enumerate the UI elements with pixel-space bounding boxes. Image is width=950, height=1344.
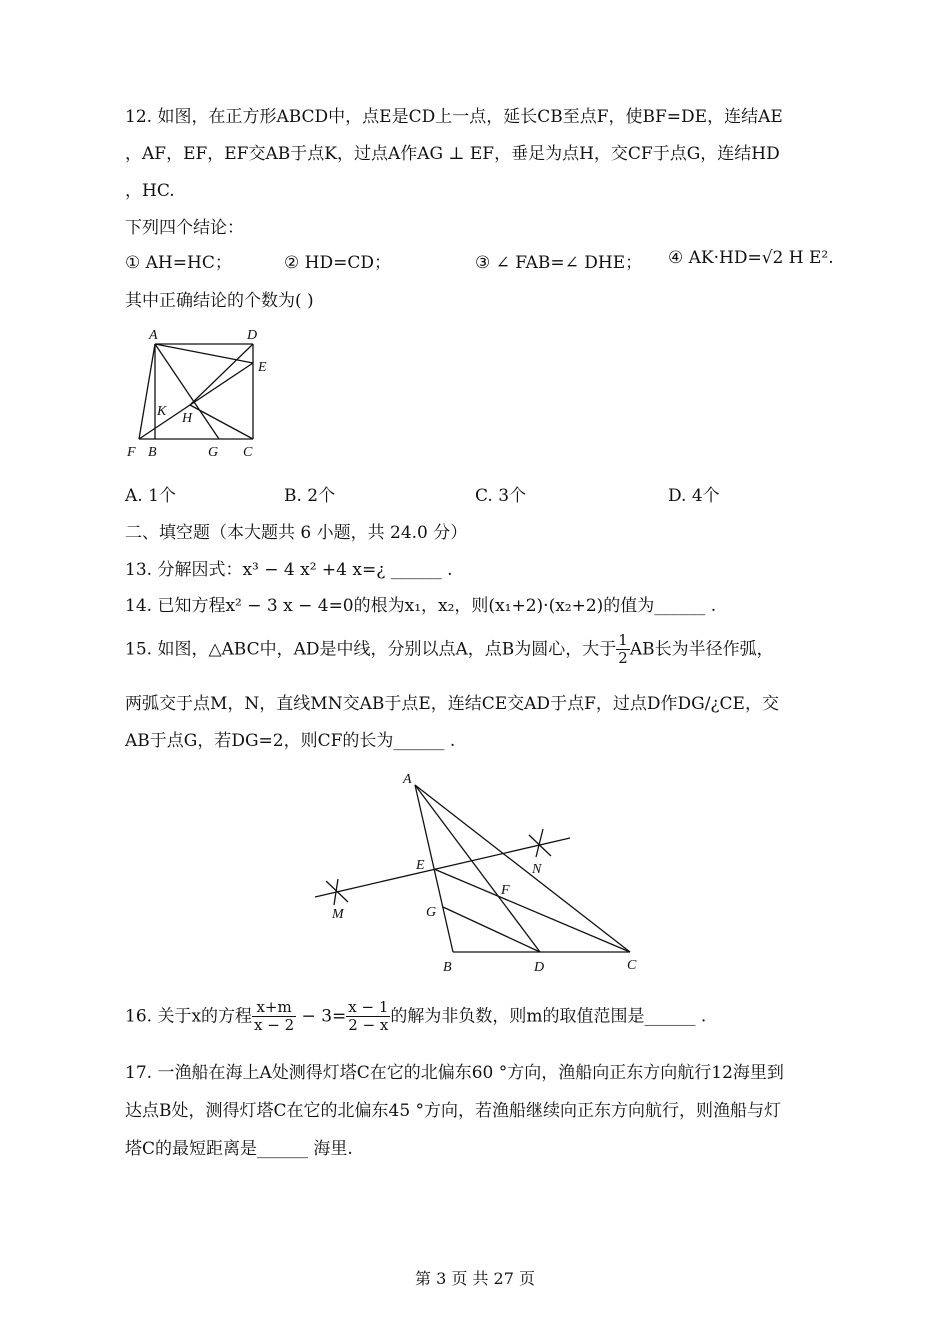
q16-end: 的解为非负数，则m的取值范围是______ . [390,1006,707,1027]
q12-question: 其中正确结论的个数为( ) [125,291,314,311]
q16-text [125,999,706,1035]
q16-fraction-left [252,999,296,1035]
label-G: G [208,445,219,460]
q12-line-3: ，HC. [125,181,175,201]
q17-line-3: 塔C的最短距离是______ 海里. [125,1139,353,1159]
label-D: D [247,328,258,343]
q15-triangle-figure [310,765,650,980]
segment-HC [190,405,253,439]
q12-conclusions-intro: 下列四个结论： [125,218,244,238]
label-A: A [149,328,158,343]
q14-text: 14. 已知方程x² − 3 x − 4=0的根为x₁，x₂，则(x₁+2)·(x₂+2)的值为______ . [125,596,717,616]
q12-option-c: C. 3个 [475,486,527,506]
label-A: A [403,772,412,787]
label-D: D [534,960,545,975]
segment-FE [139,363,253,439]
fraction-denominator: 2 [618,649,628,668]
q17-line-1: 17. 一渔船在海上A处测得灯塔C在它的北偏东60 °方向，渔船向正东方向航行12海里到 [125,1063,784,1083]
segment-AE [155,344,253,363]
q12-option-d: D. 4个 [668,486,720,506]
label-N: N [532,862,542,877]
fraction-numerator: x+m [252,999,296,1017]
segment-AF [139,344,155,439]
q13-text: 13. 分解因式：x³ − 4 x² +4 x=¿ ______ . [125,560,453,580]
label-G: G [426,905,437,920]
q12-square-figure [122,325,282,465]
label-E: E [258,360,267,375]
page-number-footer: 第 3 页 共 27 页 [415,1269,535,1288]
fraction-numerator: 1 [618,631,628,649]
q16-start: 16. 关于x的方程 [125,1006,253,1027]
q12-conclusion-3: ③ ∠ FAB=∠ DHE； [475,253,643,273]
label-B: B [148,445,157,460]
segment-CE [434,869,630,952]
q15-line-1-end: AB长为半径作弧， [629,639,774,660]
q16-middle: − 3= [296,1006,347,1027]
label-K: K [157,404,167,419]
q12-conclusion-1: ① AH=HC； [125,253,232,273]
label-E: E [416,858,425,873]
q15-line-3: AB于点G，若DG=2，则CF的长为______ . [125,731,456,751]
label-F: F [127,445,136,460]
q15-line-1 [125,632,774,668]
q12-line-1: 12. 如图，在正方形ABCD中，点E是CD上一点，延长CB至点F，使BF=DE，连结AE [125,107,783,127]
q12-line-2: ，AF，EF，EF交AB于点K，过点A作AG ⊥ EF，垂足为点H，交CF于点G，连结HD [125,144,780,164]
fraction-numerator: x − 1 [348,998,389,1016]
label-B: B [443,960,452,975]
label-C: C [627,958,637,973]
label-H: H [182,411,193,426]
segment-DG [443,907,540,952]
q15-line-1-start: 15. 如图，△ABC中，AD是中线，分别以点A，点B为圆心，大于 [125,639,617,660]
label-M: M [332,907,344,922]
q12-option-b: B. 2个 [284,486,336,506]
q12-conclusion-2: ② HD=CD； [284,253,391,273]
q15-line-2: 两弧交于点M，N，直线MN交AB于点E，连结CE交AD于点F，过点D作DG/¿CE，交 [125,694,779,714]
section-heading-fill-in: 二、填空题（本大题共 6 小题，共 24.0 分） [125,523,468,543]
arc-mark-N1 [529,835,551,856]
fraction-denominator: 2 − x [348,1016,389,1035]
fraction-one-half [616,632,630,668]
label-C: C [243,445,253,460]
label-F: F [501,883,510,898]
q17-line-2: 达点B处，测得灯塔C在它的北偏东45 °方向，若渔船继续向正东方向航行，则渔船与灯 [125,1101,782,1121]
q16-fraction-right [346,999,390,1035]
fraction-denominator: x − 2 [254,1016,295,1035]
q12-option-a: A. 1个 [125,486,176,506]
q12-conclusion-4: ④ AK·HD=√2 H E². [668,248,834,268]
